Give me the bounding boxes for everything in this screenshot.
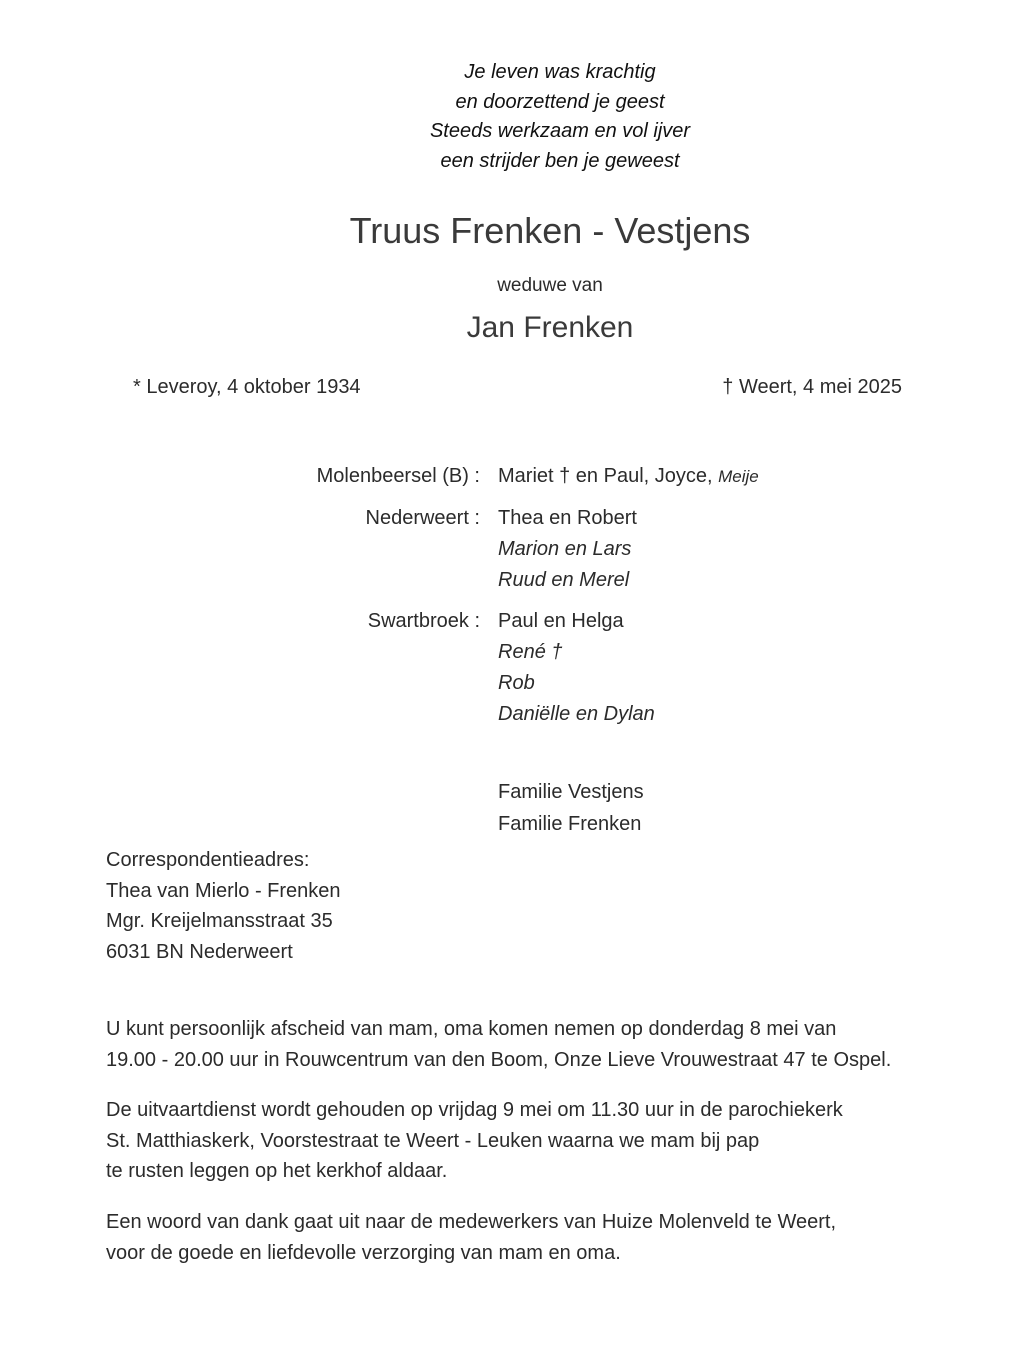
address-city: 6031 BN Nederweert bbox=[106, 940, 293, 963]
family-place: Swartbroek : bbox=[367, 610, 480, 632]
address-label: Correspondentieadres: bbox=[106, 849, 310, 871]
paragraph-line: De uitvaartdienst wordt gehouden op vrijdag 9 mei om 11.30 uur in de parochiekerk bbox=[106, 1099, 843, 1121]
family-member-line bbox=[498, 461, 759, 492]
death-info: † Weert, 4 mei 2025 bbox=[722, 376, 902, 398]
paragraph-line: voor de goede en liefdevolle verzorging van mam en oma. bbox=[106, 1241, 621, 1264]
family-member-grandchild: René † bbox=[498, 641, 563, 663]
paragraph-line: Een woord van dank gaat uit naar de medewerkers van Huize Molenveld te Weert, bbox=[106, 1211, 837, 1233]
visitation-paragraph bbox=[106, 1014, 891, 1075]
family-place: Nederweert : bbox=[365, 507, 480, 529]
paragraph-line: 19.00 - 20.00 uur in Rouwcentrum van den Boom, Onze Lieve Vrouwestraat 47 te Ospel. bbox=[106, 1048, 892, 1071]
poem bbox=[360, 58, 760, 176]
family-members bbox=[498, 606, 655, 730]
family-members bbox=[498, 503, 637, 596]
family-member-main: Mariet † en Paul, Joyce, bbox=[498, 465, 719, 487]
spouse-name: Jan Frenken bbox=[466, 311, 634, 344]
family-member-grandchild: Meije bbox=[718, 467, 759, 486]
family-member-grandchild: Marion en Lars bbox=[498, 538, 632, 560]
family-name: Familie Frenken bbox=[498, 813, 642, 835]
paragraph-line: St. Matthiaskerk, Voorstestraat te Weert - Leuken waarna we mam bij pap bbox=[106, 1129, 760, 1152]
family-member-grandchild: Ruud en Merel bbox=[498, 569, 630, 591]
poem-line: Steeds werkzaam en vol ijver bbox=[429, 120, 691, 142]
deceased-name: Truus Frenken - Vestjens bbox=[349, 210, 751, 251]
family-member-grandchild: Rob bbox=[498, 672, 535, 694]
correspondence-address bbox=[106, 845, 341, 967]
paragraph-line: te rusten leggen op het kerkhof aldaar. bbox=[106, 1160, 448, 1182]
address-name: Thea van Mierlo - Frenken bbox=[106, 879, 341, 902]
poem-line: en doorzettend je geest bbox=[455, 90, 665, 113]
family-name: Familie Vestjens bbox=[498, 781, 644, 803]
family-member-line: Thea en Robert bbox=[498, 507, 637, 529]
birth-info: * Leveroy, 4 oktober 1934 bbox=[133, 376, 361, 398]
family-member-grandchild: Daniëlle en Dylan bbox=[498, 703, 655, 725]
funeral-paragraph bbox=[106, 1095, 843, 1187]
thanks-paragraph bbox=[106, 1207, 836, 1268]
poem-line: Je leven was krachtig bbox=[464, 61, 656, 83]
widow-of-label: weduwe van bbox=[497, 275, 603, 296]
paragraph-line: U kunt persoonlijk afscheid van mam, oma komen nemen op donderdag 8 mei van bbox=[106, 1018, 837, 1040]
extended-families bbox=[498, 776, 644, 840]
family-member-line: Paul en Helga bbox=[498, 610, 624, 632]
address-street: Mgr. Kreijelmansstraat 35 bbox=[106, 910, 333, 932]
family-place: Molenbeersel (B) : bbox=[316, 465, 480, 487]
poem-line: een strijder ben je geweest bbox=[440, 149, 680, 172]
family-members bbox=[498, 461, 759, 492]
